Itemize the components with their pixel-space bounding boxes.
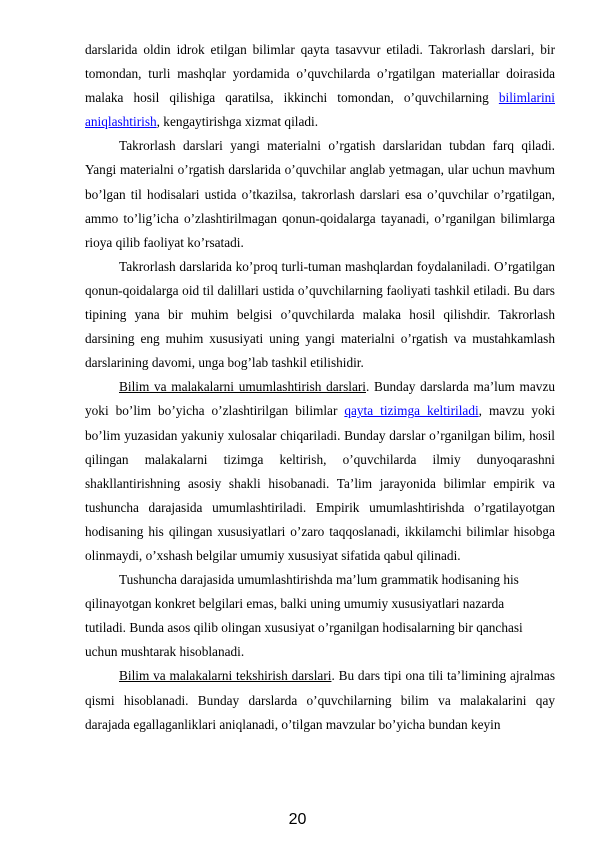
link-bilimlarini-aniqlashtirish[interactable]: bilimlarini aniqlashtirish [85,90,555,130]
paragraph-5-line-3: tutiladi. Bunda asos qilib olingan xususiyat o’rganilgan hodisalarning bir qanchasi [85,620,523,636]
document-body [85,38,555,737]
paragraph-4-text-a: . Bunday darslarda ma’lum mavzu yoki bo’lim bo’yicha o’zlashtirilgan bilimlar [85,379,555,419]
paragraph-1-text-b: , kengaytirishga xizmat qiladi. [156,114,319,130]
paragraph-1-text-a: darslarida oldin idrok etilgan bilimlar qayta tasavvur etiladi. Takrorlash darslari, bir tomondan, turli mashqlar yordamida o’quvchilarda o’rgatilgan materiallar doirasida malaka hosil qilishiga qaratilsa, ikkinchi tomondan, o’quvchilarning [85,42,555,106]
paragraph-6-text-a: . Bu dars tipi ona tili ta’limining ajralmas qismi hisoblanadi. Bunday darslarda o’quvchilarning bilim va malakalarini qay darajada egallaganliklari aniqlanadi, o’tilgan mavzular bo’yicha bundan keyin [85,668,555,732]
paragraph-3: Takrorlash darslarida ko’proq turli-tuman mashqlardan foydalaniladi. O’rgatilgan qonun-qoidalarga oid til dalillari ustida o’quvchilarning faoliyati tashkil etiladi. Bu dars tipining yana bir muhim belgisi o’quvchilarda malaka hosil qilishdir. Takrorlash darsining eng muhim xususiyati uning yangi materialni o’rgatish va mustahkamlash darslarining davomi, unga bog’lab tashkil etilishidir. [85,258,555,371]
paragraph-2: Takrorlash darslari yangi materialni o’rgatish darslaridan tubdan farq qiladi. Yangi materialni o’rgatish darslarida o’quvchilar anglab yetmagan, ular uchun mavhum bo’lgan til hodisalari ustida o’tkazilsa, takrorlash darslari esa o’quvchilar o’rgatilgan, ammo to’lig’icha o’zlashtirilmagan qonun-qoidalarga tayanadi, o’rganilgan bilimlarga rioya qilib faoliyat ko’rsatadi. [85,138,555,250]
link-qayta-tizimga-keltiriladi[interactable]: qayta tizimga keltiriladi [344,403,479,419]
paragraph-5-line-1: Tushuncha darajasida umumlashtirishda ma’lum grammatik hodisaning his [119,572,519,588]
paragraph-6 [85,664,555,736]
section-heading-tekshirish: Bilim va malakalarni tekshirish darslari [119,668,332,684]
paragraph-5-line-2: qilinayotgan konkret belgilari emas, balki uning umumiy xususiyatlari nazarda [85,596,505,612]
paragraph-1 [85,38,555,134]
paragraph-4-text-b: , mavzu yoki bo’lim yuzasidan yakuniy xulosalar chiqariladi. Bunday darslar o’rganilgan bilim, hosil qilingan malakalarni tizimga keltirish, o’quvchilarda ilmiy dunyoqarashni shakllantirishning asosiy shakli hisobanadi. Ta’lim jarayonida bilimlar empirik va tushuncha darajasida umumlashtiriladi. Empirik umumlashtirishda o’rgatilayotgan hodisaning his qilingan xususiyatlari o’zaro taqqoslanadi, ikkilamchi bilimlar hisobga olinmaydi, o’xshash belgilar umumiy xususiyat sifatida qabul qilinadi. [85,403,556,563]
paragraph-4 [85,375,555,568]
section-heading-umumlashtirish: Bilim va malakalarni umumlashtirish darslari [119,379,366,395]
paragraph-5-line-4: uchun mushtarak hisoblanadi. [85,644,245,660]
page-number: 20 [288,811,307,828]
